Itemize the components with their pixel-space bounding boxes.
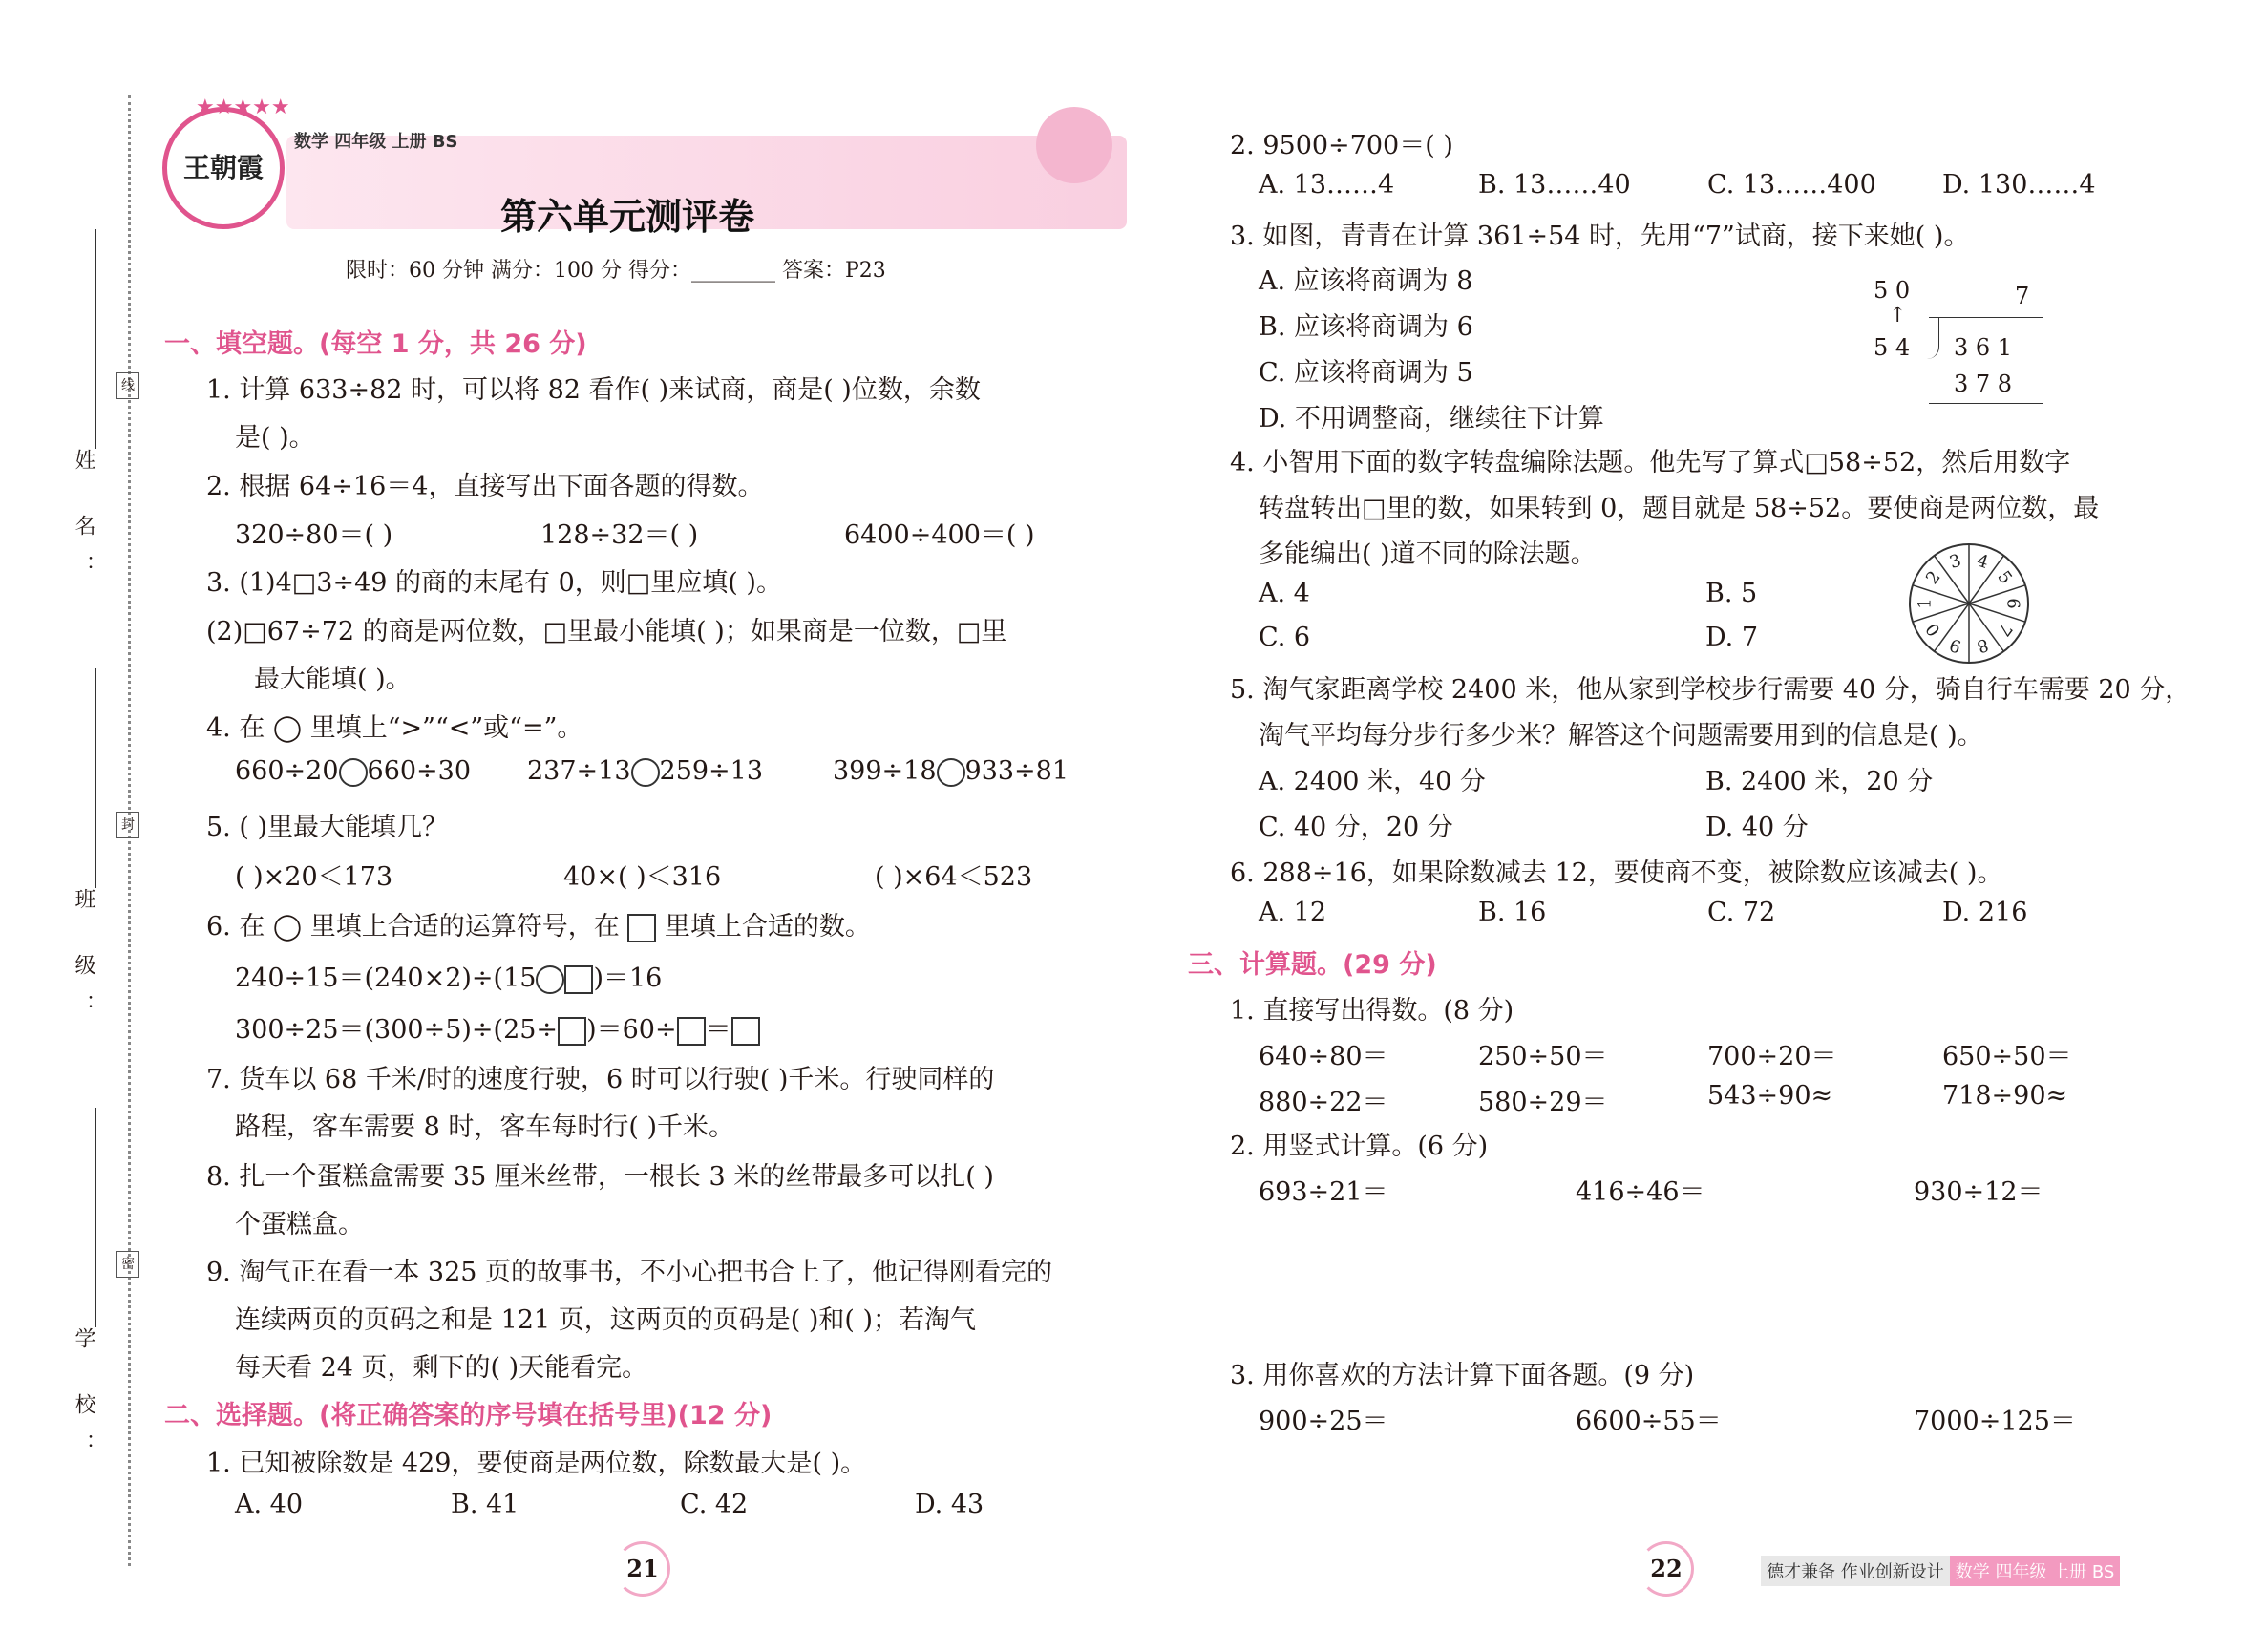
s2-q2-opt[interactable]: B. 13……40 xyxy=(1478,170,1631,200)
s2-q6-opt[interactable]: C. 72 xyxy=(1707,898,1776,927)
q4-left: 399÷18 xyxy=(833,756,937,786)
q2-item: 128÷32＝( ) xyxy=(540,520,699,550)
s2-q5-opt[interactable]: B. 2400 米，20 分 xyxy=(1705,767,1934,796)
crown-icon: ★★★★★ xyxy=(196,95,290,119)
q4-right: 660÷30 xyxy=(367,756,472,786)
s2-q5-opt[interactable]: D. 40 分 xyxy=(1705,813,1809,842)
q2-item: 6400÷400＝( ) xyxy=(844,520,1035,550)
q2-item: 320÷80＝( ) xyxy=(235,520,393,550)
s3-q2-item: 416÷46＝ xyxy=(1576,1177,1705,1207)
q5-item: ( )×20＜173 xyxy=(235,862,393,892)
q6-line1-b: )＝16 xyxy=(593,964,663,993)
wheel-digit: 1 xyxy=(1915,598,1936,609)
q1-line1: 1. 计算 633÷82 时，可以将 82 看作( )来试商，商是( )位数，余数 xyxy=(206,375,981,405)
class-label: 班 级： xyxy=(72,888,95,1034)
q4-right: 933÷81 xyxy=(964,756,1069,786)
s2-q2: 2. 9500÷700＝( ) xyxy=(1230,131,1453,160)
q6-text-b: 里填上合适的数。 xyxy=(664,912,871,942)
s2-q1-opt[interactable]: C. 42 xyxy=(680,1490,749,1519)
q4-left: 660÷20 xyxy=(235,756,339,786)
answer-square[interactable] xyxy=(564,965,593,994)
s2-q2-opt[interactable]: C. 13……400 xyxy=(1707,170,1876,200)
s3-q2-item: 693÷21＝ xyxy=(1259,1177,1388,1207)
fig-dividend: 3 6 1 xyxy=(1954,334,2013,361)
brand-tag: 数学 四年级 上册 BS xyxy=(1950,1556,2121,1586)
fig-divisor: 5 4 xyxy=(1874,334,1911,361)
q4-item xyxy=(527,756,763,787)
s2-q2-opt[interactable]: A. 13……4 xyxy=(1259,170,1395,200)
operator-circle[interactable] xyxy=(536,965,564,994)
q5: 5. ( )里最大能填几？ xyxy=(206,813,448,842)
blank-square xyxy=(627,914,656,942)
up-arrow-icon: ↑ xyxy=(1889,304,1907,328)
name-label: 姓 名： xyxy=(72,449,95,595)
brand-text: 德才兼备 作业创新设计 xyxy=(1761,1556,1950,1586)
q9-line3: 每天看 24 页，剩下的( )天能看完。 xyxy=(235,1353,648,1383)
s3-q1-item: 640÷80＝ xyxy=(1259,1042,1388,1071)
wheel-digit: 7 xyxy=(1993,619,2017,640)
s3-q1-item: 250÷50＝ xyxy=(1478,1042,1608,1071)
marker-mi: 密 xyxy=(116,1251,139,1278)
q4: 4. 在 ◯ 里填上“>”“<”或“=”。 xyxy=(206,713,583,743)
s2-q5-opt[interactable]: C. 40 分，20 分 xyxy=(1259,813,1453,842)
q4-item xyxy=(833,756,1069,787)
wheel-digit: 2 xyxy=(1921,567,1945,588)
s2-q3-opt[interactable]: C. 应该将商调为 5 xyxy=(1259,358,1473,388)
s2-q1-opt[interactable]: B. 41 xyxy=(451,1490,519,1519)
q7-line2: 路程，客车需要 8 时，客车每时行( )千米。 xyxy=(235,1112,734,1142)
wheel-digit: 9 xyxy=(1947,633,1964,657)
school-underline xyxy=(95,1108,96,1327)
s3-q1-item: 650÷50＝ xyxy=(1942,1042,2072,1071)
s2-q6-opt[interactable]: B. 16 xyxy=(1478,898,1547,927)
q6-line2-a: 300÷25＝(300÷5)÷(25÷ xyxy=(235,1015,559,1045)
wheel-digit: 5 xyxy=(1993,567,2017,588)
q7-line1: 7. 货车以 68 千米/时的速度行驶，6 时可以行驶( )千米。行驶同样的 xyxy=(206,1065,995,1094)
q6-line2 xyxy=(235,1008,760,1046)
s3-q3-item: 6600÷55＝ xyxy=(1576,1407,1722,1436)
q5-item: ( )×64＜523 xyxy=(875,862,1033,892)
fig-top-left: 5 0 xyxy=(1874,277,1911,304)
s2-q6-opt[interactable]: D. 216 xyxy=(1942,898,2028,927)
s3-q3: 3. 用你喜欢的方法计算下面各题。(9 分) xyxy=(1230,1361,1695,1390)
section3-heading: 三、计算题。(29 分) xyxy=(1188,950,1437,980)
s2-q5-opt[interactable]: A. 2400 米，40 分 xyxy=(1259,767,1486,796)
s3-q3-item: 900÷25＝ xyxy=(1259,1407,1388,1436)
s2-q3-opt[interactable]: A. 应该将商调为 8 xyxy=(1259,266,1473,296)
wheel-digit: 8 xyxy=(1974,633,1991,657)
q8-line1: 8. 扎一个蛋糕盒需要 35 厘米丝带，一根长 3 米的丝带最多可以扎( ) xyxy=(206,1162,994,1192)
q3-line2: (2)□67÷72 的商是两位数，□里最小能填( )；如果商是一位数，□里 xyxy=(206,617,1007,646)
fig-product: 3 7 8 xyxy=(1954,371,2013,397)
q3-line3: 最大能填( )。 xyxy=(254,665,412,694)
q4-left: 237÷13 xyxy=(527,756,631,786)
q5-item: 40×( )＜316 xyxy=(563,862,722,892)
s2-q4-line1: 4. 小智用下面的数字转盘编除法题。他先写了算式□58÷52，然后用数字 xyxy=(1230,448,2071,477)
marker-xian: 线 xyxy=(116,372,139,399)
wheel-digit: 6 xyxy=(2002,598,2023,609)
q6-line2-c: ＝ xyxy=(705,1015,731,1045)
s3-q2: 2. 用竖式计算。(6 分) xyxy=(1230,1132,1489,1161)
q3-line1: 3. (1)4□3÷49 的商的末尾有 0，则□里应填( )。 xyxy=(206,568,782,598)
q4-right: 259÷13 xyxy=(659,756,764,786)
s2-q4-line2: 转盘转出□里的数，如果转到 0，题目就是 58÷52。要使商是两位数，最 xyxy=(1259,494,2100,523)
q6-line1-a: 240÷15＝(240×2)÷(15 xyxy=(235,964,537,993)
answer-square[interactable] xyxy=(731,1017,760,1046)
name-underline xyxy=(95,229,96,449)
wheel-digit: 0 xyxy=(1921,619,1945,640)
s2-q3: 3. 如图，青青在计算 361÷54 时，先用“7”试商，接下来她( )。 xyxy=(1230,222,1970,251)
s2-q4-opt[interactable]: A. 4 xyxy=(1259,579,1310,608)
q6-text-a: 6. 在 ◯ 里填上合适的运算符号，在 xyxy=(206,912,620,942)
sun-decoration xyxy=(1036,107,1112,183)
s3-q1-item: 543÷90≈ xyxy=(1707,1081,1833,1111)
division-bar xyxy=(1929,317,2043,318)
s3-q3-item: 7000÷125＝ xyxy=(1914,1407,2076,1436)
page-number-right: 22 xyxy=(1639,1541,1694,1597)
compare-circle[interactable] xyxy=(937,758,965,787)
s3-q1-item: 700÷20＝ xyxy=(1707,1042,1837,1071)
q9-line2: 连续两页的页码之和是 121 页，这两页的页码是( )和( )；若淘气 xyxy=(235,1305,976,1335)
fig-quotient: 7 xyxy=(2015,283,2030,309)
logo: 王朝霞 xyxy=(162,107,285,229)
s2-q4-opt[interactable]: C. 6 xyxy=(1259,623,1311,652)
s2-q6-opt[interactable]: A. 12 xyxy=(1259,898,1327,927)
answer-square[interactable] xyxy=(558,1017,586,1046)
q6-line2-b: )＝60÷ xyxy=(586,1015,677,1045)
s2-q2-opt[interactable]: D. 130……4 xyxy=(1942,170,2096,200)
wheel-digit: 4 xyxy=(1974,550,1991,574)
s3-q2-item: 930÷12＝ xyxy=(1914,1177,2043,1207)
product-line xyxy=(1929,403,2043,404)
section1-heading: 一、填空题。(每空 1 分，共 26 分) xyxy=(164,329,587,359)
s3-q1: 1. 直接写出得数。(8 分) xyxy=(1230,996,1514,1026)
s2-q4-opt[interactable]: D. 7 xyxy=(1705,623,1759,652)
q6 xyxy=(206,905,871,942)
q8-line2: 个蛋糕盒。 xyxy=(235,1210,364,1239)
wheel-digit: 3 xyxy=(1947,550,1964,574)
footer-brand xyxy=(1761,1556,2120,1586)
page-number-left: 21 xyxy=(615,1541,670,1597)
q4-item xyxy=(235,756,471,787)
section2-heading: 二、选择题。(将正确答案的序号填在括号里)(12 分) xyxy=(164,1401,773,1430)
q6-line1 xyxy=(235,957,662,994)
s2-q3-opt[interactable]: D. 不用调整商，继续往下计算 xyxy=(1259,404,1604,434)
school-label: 学 校： xyxy=(72,1327,95,1473)
s3-q1-item: 880÷22＝ xyxy=(1259,1088,1388,1117)
s2-q6: 6. 288÷16，如果除数减去 12，要使商不变，被除数应该减去( )。 xyxy=(1230,858,2003,888)
q2: 2. 根据 64÷16＝4，直接写出下面各题的得数。 xyxy=(206,472,764,501)
number-wheel xyxy=(1906,540,2032,667)
s3-q1-item: 580÷29＝ xyxy=(1478,1088,1608,1117)
compare-circle[interactable] xyxy=(339,758,368,787)
header-tags: 数学 四年级 上册 BS xyxy=(294,132,458,152)
compare-circle[interactable] xyxy=(631,758,660,787)
q1-line2: 是( )。 xyxy=(235,423,315,453)
s2-q5-line1: 5. 淘气家距离学校 2400 米，他从家到学校步行需要 40 分，骑自行车需要 20 分， xyxy=(1230,675,2191,705)
page-title: 第六单元测评卷 xyxy=(500,196,755,238)
class-underline xyxy=(95,668,96,888)
s2-q1: 1. 已知被除数是 429，要使商是两位数，除数最大是( )。 xyxy=(206,1449,867,1478)
s2-q4-line3: 多能编出( )道不同的除法题。 xyxy=(1259,540,1597,569)
q9-line1: 9. 淘气正在看一本 325 页的故事书，不小心把书合上了，他记得刚看完的 xyxy=(206,1258,1053,1287)
exam-meta: 限时：60 分钟 满分：100 分 得分：________ 答案：P23 xyxy=(346,259,886,283)
s2-q5-line2: 淘气平均每分步行多少米？解答这个问题需要用到的信息是( )。 xyxy=(1259,721,1983,751)
s2-q1-opt[interactable]: A. 40 xyxy=(235,1490,304,1519)
s2-q3-opt[interactable]: B. 应该将商调为 6 xyxy=(1259,312,1473,342)
answer-square[interactable] xyxy=(677,1017,706,1046)
division-bracket xyxy=(1927,317,1939,359)
marker-feng: 封 xyxy=(116,812,139,838)
s3-q1-item: 718÷90≈ xyxy=(1942,1081,2068,1111)
s2-q4-opt[interactable]: B. 5 xyxy=(1705,579,1758,608)
s2-q1-opt[interactable]: D. 43 xyxy=(915,1490,984,1519)
